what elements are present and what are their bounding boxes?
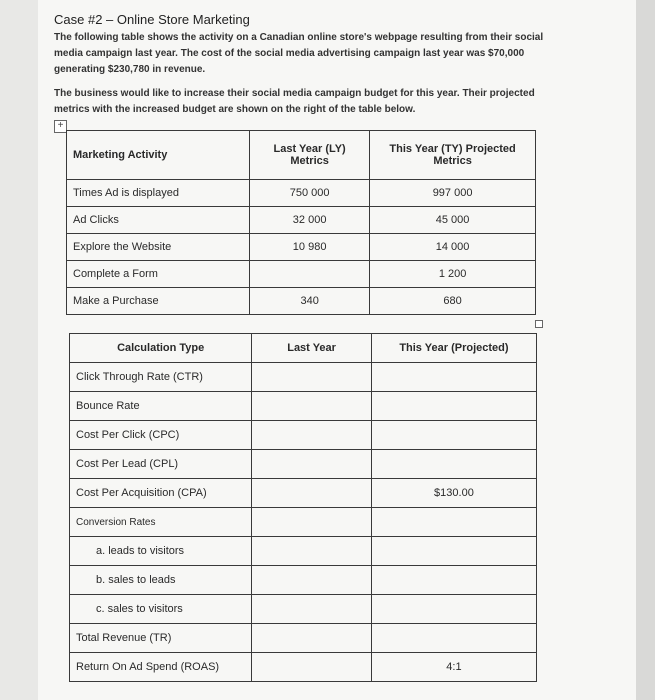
- page-title: Case #2 – Online Store Marketing: [54, 12, 250, 27]
- header-last-year: Last Year: [252, 334, 372, 363]
- ly-value-cell[interactable]: [252, 624, 372, 653]
- page-edge-shadow: [636, 0, 655, 700]
- calc-type-cell[interactable]: Click Through Rate (CTR): [70, 363, 252, 392]
- ty-value-cell[interactable]: [371, 595, 536, 624]
- table-row: [70, 479, 537, 508]
- table-row: [70, 392, 537, 421]
- ly-value-cell[interactable]: [252, 363, 372, 392]
- table-row: [70, 653, 537, 682]
- activity-cell[interactable]: Make a Purchase: [67, 288, 250, 315]
- ly-cell[interactable]: 340: [250, 288, 370, 315]
- intro-line-2: media campaign last year. The cost of the social media advertising campaign last year was $70,000: [54, 48, 525, 59]
- header-this-year-projected: This Year (Projected): [371, 334, 536, 363]
- header-calculation-type: Calculation Type: [70, 334, 252, 363]
- ly-cell[interactable]: [250, 261, 370, 288]
- ty-value-cell[interactable]: [371, 508, 536, 537]
- table-row: [67, 180, 536, 207]
- table-row: [70, 450, 537, 479]
- calc-header-row: [70, 334, 537, 363]
- ty-value-cell[interactable]: [371, 624, 536, 653]
- ly-value-cell[interactable]: [252, 508, 372, 537]
- header-marketing-activity: Marketing Activity: [67, 131, 250, 180]
- table-row: [70, 508, 537, 537]
- ly-value-cell[interactable]: [252, 595, 372, 624]
- calculation-table: [69, 333, 537, 682]
- calc-type-cell[interactable]: b. sales to leads: [70, 566, 252, 595]
- activity-cell[interactable]: Ad Clicks: [67, 207, 250, 234]
- calc-type-cell[interactable]: Total Revenue (TR): [70, 624, 252, 653]
- metrics-table: [66, 130, 536, 315]
- calc-type-cell[interactable]: Return On Ad Spend (ROAS): [70, 653, 252, 682]
- ty-value-cell[interactable]: [371, 566, 536, 595]
- document-page: [38, 0, 636, 700]
- calc-type-cell[interactable]: Cost Per Lead (CPL): [70, 450, 252, 479]
- ty-cell[interactable]: 680: [370, 288, 536, 315]
- activity-cell[interactable]: Times Ad is displayed: [67, 180, 250, 207]
- table-move-handle-icon[interactable]: +: [54, 120, 67, 133]
- table-row: [70, 566, 537, 595]
- budget-line-2: metrics with the increased budget are shown on the right of the table below.: [54, 104, 416, 115]
- ty-value-cell[interactable]: 4:1: [371, 653, 536, 682]
- ly-value-cell[interactable]: [252, 421, 372, 450]
- table-row: [70, 624, 537, 653]
- ty-value-cell[interactable]: [371, 392, 536, 421]
- header-last-year-metrics: Last Year (LY) Metrics: [250, 131, 370, 180]
- calc-type-cell[interactable]: Cost Per Acquisition (CPA): [70, 479, 252, 508]
- table-row: [67, 207, 536, 234]
- ly-cell[interactable]: 10 980: [250, 234, 370, 261]
- budget-line-1: The business would like to increase their social media campaign budget for this year. Their projected: [54, 88, 535, 99]
- ty-cell[interactable]: 1 200: [370, 261, 536, 288]
- ty-value-cell[interactable]: [371, 537, 536, 566]
- table-row: [70, 595, 537, 624]
- ty-value-cell[interactable]: $130.00: [371, 479, 536, 508]
- activity-cell[interactable]: Complete a Form: [67, 261, 250, 288]
- table-row: [70, 363, 537, 392]
- calc-type-cell[interactable]: Bounce Rate: [70, 392, 252, 421]
- ly-cell[interactable]: 32 000: [250, 207, 370, 234]
- intro-line-3: generating $230,780 in revenue.: [54, 64, 206, 75]
- intro-paragraph: [54, 30, 554, 78]
- ty-cell[interactable]: 14 000: [370, 234, 536, 261]
- calc-type-cell[interactable]: Conversion Rates: [70, 508, 252, 537]
- table-row: [67, 234, 536, 261]
- calc-type-cell[interactable]: Cost Per Click (CPC): [70, 421, 252, 450]
- ty-cell[interactable]: 997 000: [370, 180, 536, 207]
- table-row: [70, 421, 537, 450]
- table-row: [67, 261, 536, 288]
- table-resize-handle[interactable]: [535, 320, 543, 328]
- metrics-header-row: [67, 131, 536, 180]
- ly-value-cell[interactable]: [252, 566, 372, 595]
- calc-type-cell[interactable]: a. leads to visitors: [70, 537, 252, 566]
- ty-cell[interactable]: 45 000: [370, 207, 536, 234]
- ly-cell[interactable]: 750 000: [250, 180, 370, 207]
- header-this-year-metrics: This Year (TY) Projected Metrics: [370, 131, 536, 180]
- budget-paragraph: [54, 86, 554, 118]
- ty-value-cell[interactable]: [371, 450, 536, 479]
- calc-type-cell[interactable]: c. sales to visitors: [70, 595, 252, 624]
- table-row: [70, 537, 537, 566]
- ly-value-cell[interactable]: [252, 537, 372, 566]
- ly-value-cell[interactable]: [252, 392, 372, 421]
- ly-value-cell[interactable]: [252, 653, 372, 682]
- intro-line-1: The following table shows the activity on a Canadian online store's webpage resulting from their social: [54, 32, 544, 43]
- table-row: [67, 288, 536, 315]
- ly-value-cell[interactable]: [252, 479, 372, 508]
- ly-value-cell[interactable]: [252, 450, 372, 479]
- ty-value-cell[interactable]: [371, 421, 536, 450]
- ty-value-cell[interactable]: [371, 363, 536, 392]
- activity-cell[interactable]: Explore the Website: [67, 234, 250, 261]
